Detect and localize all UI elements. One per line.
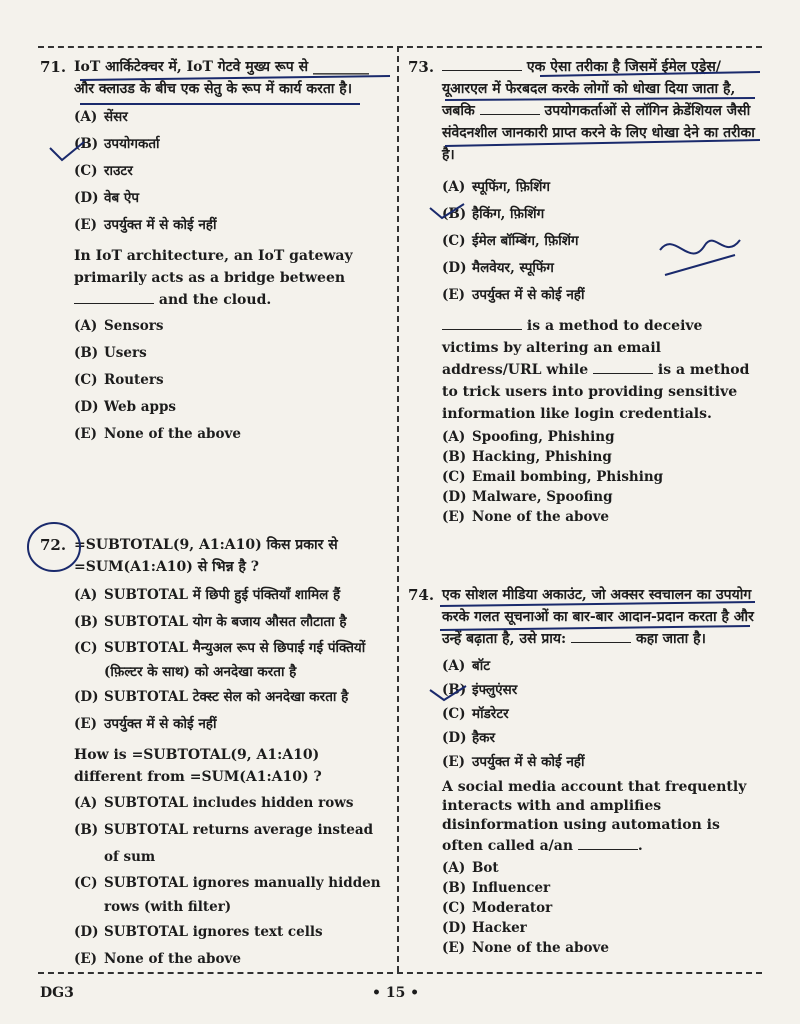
question-74 xyxy=(408,584,760,958)
answer-blank xyxy=(442,315,522,330)
question-number: 72. xyxy=(40,536,67,554)
option-e-english[interactable]: (E) None of the above xyxy=(74,426,241,442)
option-b-english[interactable]: (B) Hacking, Phishing xyxy=(442,449,612,465)
option-e-english[interactable]: (E) None of the above xyxy=(442,940,609,956)
option-c-english[interactable]: (C) Moderator xyxy=(442,900,553,916)
option-d-english[interactable]: (D) Malware, Spoofing xyxy=(442,489,613,505)
option-a-hindi[interactable]: (A) सेंसर xyxy=(74,109,128,125)
option-a-hindi[interactable]: (A) बॉट xyxy=(442,658,491,674)
question-number: 73. xyxy=(408,58,435,76)
question-73 xyxy=(408,56,760,527)
option-a-english[interactable]: (A) Spoofing, Phishing xyxy=(442,429,615,445)
question-number: 71. xyxy=(40,58,67,76)
question-text-hindi: एक सोशल मीडिया अकाउंट, जो अक्सर स्वचालन का उपयोग करके गलत सूचनाओं का बार-बार आदान-प्रदान करता है और उन्हें बढ़ाता है, उसे प्राय: कहा जाता है। xyxy=(442,587,754,647)
question-71 xyxy=(40,56,390,448)
booklet-code: DG3 xyxy=(40,985,74,1001)
question-text-hindi: IoT आर्किटेक्चर में, IoT गेटवे मुख्य रूप से ________ और क्लाउड के बीच एक सेतु के रूप में कार्य करता है। xyxy=(74,59,369,97)
question-72 xyxy=(40,534,390,973)
question-text-hindi: एक ऐसा तरीका है जिसमें ईमेल एड्रेस/यूआरएल में फेरबदल करके लोगों को धोखा दिया जाता है, जबकि उपयोगकर्ताओं से लॉगिन क्रेडेंशियल जैसी संवेदनशील जानकारी प्राप्त करने के लिए धोखा देने का तरीका है। xyxy=(442,56,760,166)
option-a-english[interactable]: (A) Bot xyxy=(442,860,499,876)
option-e-english[interactable]: (E) None of the above xyxy=(74,951,241,967)
option-b-english[interactable]: (B) Influencer xyxy=(442,880,551,896)
question-text-english: In IoT architecture, an IoT gateway primarily acts as a bridge between and the cloud. xyxy=(74,248,353,308)
option-b-hindi[interactable]: (B) इंफ्लुएंसर xyxy=(442,682,518,698)
option-e-hindi[interactable]: (E) उपर्युक्त में से कोई नहीं xyxy=(74,716,217,732)
answer-blank xyxy=(442,56,522,71)
option-d-english[interactable]: (D) Web apps xyxy=(74,399,177,415)
option-a-english[interactable]: (A) Sensors xyxy=(74,318,164,334)
page-number: • 15 • xyxy=(372,985,420,1001)
question-number: 74. xyxy=(408,586,435,604)
column-divider xyxy=(397,46,399,972)
option-c-hindi[interactable]: (C) SUBTOTAL मैन्युअल रूप से छिपाई गई पंक्तियों (फ़िल्टर के साथ) को अनदेखा करता है xyxy=(74,640,366,680)
option-a-hindi[interactable]: (A) SUBTOTAL में छिपी हुई पंक्तियाँ शामिल हैं xyxy=(74,587,341,603)
question-text-english: is a method to deceive victims by altering an email address/URL while is a method to trick users into providing sensitive information like login credentials. xyxy=(442,315,760,425)
option-e-hindi[interactable]: (E) उपर्युक्त में से कोई नहीं xyxy=(74,217,217,233)
option-d-hindi[interactable]: (D) वेब ऐप xyxy=(74,190,140,206)
question-text-english: How is =SUBTOTAL(9, A1:A10) different from =SUM(A1:A10) ? xyxy=(74,747,322,785)
option-b-english[interactable]: (B) SUBTOTAL returns average instead of sum xyxy=(74,822,374,865)
option-d-hindi[interactable]: (D) SUBTOTAL टेक्स्ट सेल को अनदेखा करता है xyxy=(74,689,349,705)
option-b-hindi[interactable]: (B) SUBTOTAL योग के बजाय औसत लौटाता है xyxy=(74,614,347,630)
option-c-english[interactable]: (C) Routers xyxy=(74,372,164,388)
option-c-hindi[interactable]: (C) ईमेल बॉम्बिंग, फ़िशिंग xyxy=(442,233,579,249)
option-a-hindi[interactable]: (A) स्पूफिंग, फ़िशिंग xyxy=(442,179,551,195)
option-e-english[interactable]: (E) None of the above xyxy=(442,509,609,525)
top-rule xyxy=(38,46,762,48)
answer-blank xyxy=(74,289,154,304)
option-c-hindi[interactable]: (C) राउटर xyxy=(74,163,133,179)
question-text-english: A social media account that frequently interacts with and amplifies disinformation using automation is often called a/an . xyxy=(442,779,747,854)
option-d-english[interactable]: (D) SUBTOTAL ignores text cells xyxy=(74,924,323,940)
option-c-hindi[interactable]: (C) मॉडरेटर xyxy=(442,706,509,722)
option-b-english[interactable]: (B) Users xyxy=(74,345,147,361)
option-c-english[interactable]: (C) SUBTOTAL ignores manually hidden rows (with filter) xyxy=(74,875,381,915)
answer-blank xyxy=(480,100,540,115)
option-a-english[interactable]: (A) SUBTOTAL includes hidden rows xyxy=(74,795,354,811)
option-c-english[interactable]: (C) Email bombing, Phishing xyxy=(442,469,664,485)
answer-blank xyxy=(593,359,653,374)
option-b-hindi[interactable]: (B) हैकिंग, फ़िशिंग xyxy=(442,206,545,222)
answer-blank xyxy=(578,835,638,850)
option-d-hindi[interactable]: (D) हैकर xyxy=(442,730,496,746)
option-b-hindi[interactable]: (B) उपयोगकर्ता xyxy=(74,136,160,152)
option-e-hindi[interactable]: (E) उपर्युक्त में से कोई नहीं xyxy=(442,287,585,303)
option-e-hindi[interactable]: (E) उपर्युक्त में से कोई नहीं xyxy=(442,754,585,770)
option-d-hindi[interactable]: (D) मैलवेयर, स्पूफिंग xyxy=(442,260,554,276)
question-text-hindi: =SUBTOTAL(9, A1:A10) किस प्रकार से =SUM(A1:A10) से भिन्न है ? xyxy=(74,537,338,575)
option-d-english[interactable]: (D) Hacker xyxy=(442,920,527,936)
answer-blank xyxy=(571,628,631,643)
